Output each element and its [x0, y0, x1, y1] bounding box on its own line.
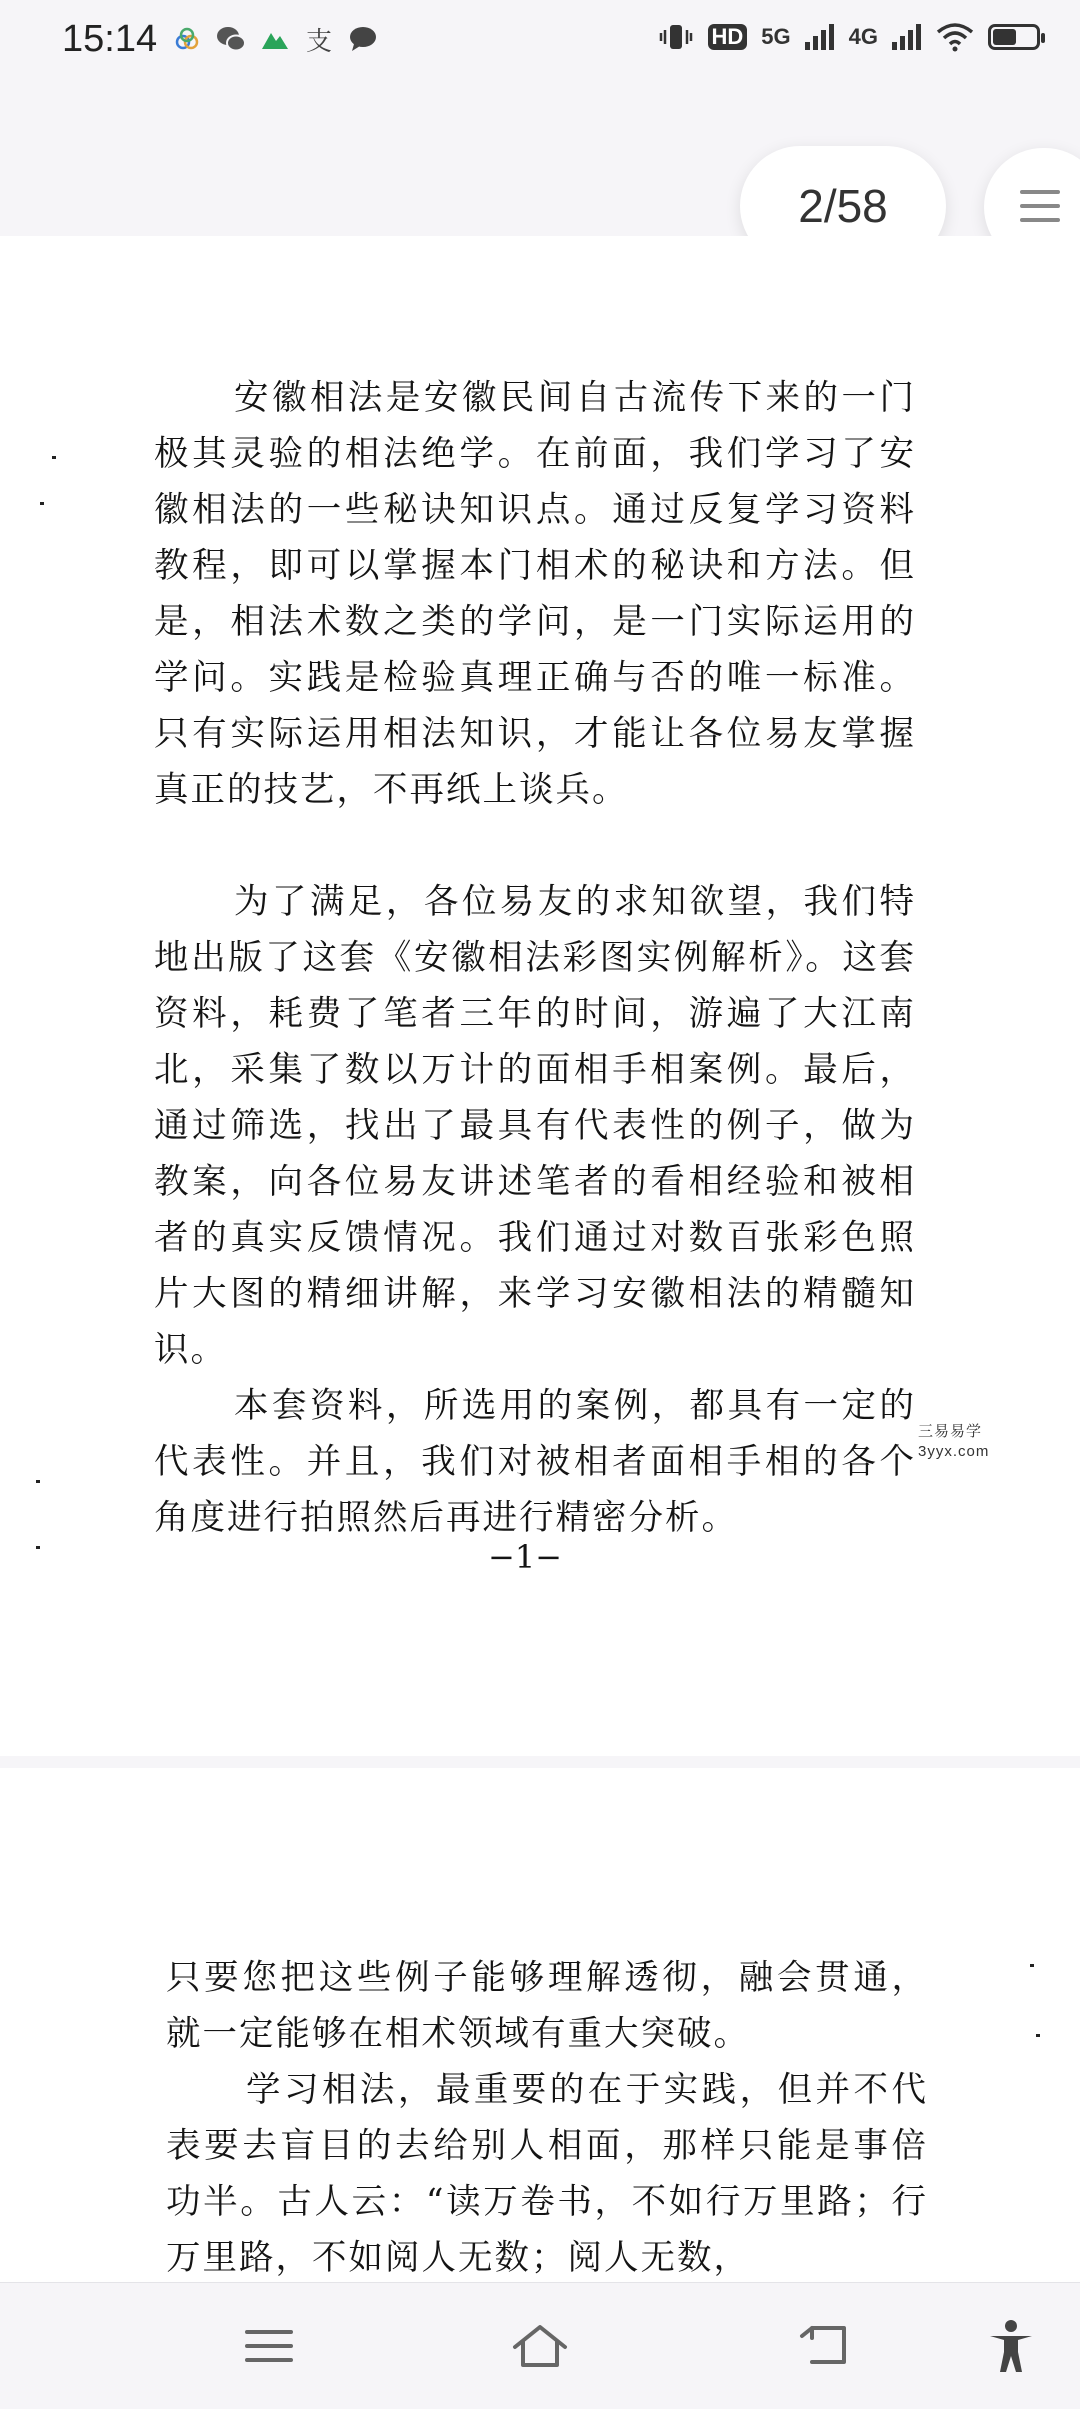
mountain-icon: [260, 24, 290, 54]
watermark: [918, 1422, 989, 1462]
home-button[interactable]: [505, 2311, 575, 2381]
alipay-icon: 支: [305, 26, 332, 57]
scan-speck: [36, 1480, 40, 1483]
menu-icon: [245, 2326, 293, 2366]
signal-5g-icon: [805, 24, 835, 50]
signal-4g-icon: [892, 24, 922, 50]
wechat-icon: [216, 24, 246, 54]
back-button[interactable]: [790, 2311, 860, 2381]
menu-icon: [1020, 190, 1060, 194]
app-icon: [172, 24, 202, 54]
paragraph: 学习相法，最重要的在于实践，但并不代表要去盲目的去给别人相面，那样只能是事倍功半。古人云：“读万卷书，不如行万里路；行万里路，不如阅人无数；阅人无数，: [166, 2070, 928, 2278]
paragraph: 本套资料，所选用的案例，都具有一定的代表性。并且，我们对被相者面相手相的各个角度进行拍照然后再进行精密分析。: [154, 1386, 916, 1538]
scan-speck: [36, 1546, 40, 1549]
paragraph: 为了满足，各位易友的求知欲望，我们特地出版了这套《安徽相法彩图实例解析》。这套资料，耗费了笔者三年的时间，游遍了大江南北，采集了数以万计的面相手相案例。最后，通过筛选，找出了最具有代表性的例子，做为教案，向各位易友讲述笔者的看相经验和被相者的真实反馈情况。我们通过对数百张彩色照片大图的精细讲解，来学习安徽相法的精髓知识。: [154, 882, 916, 1370]
menu-button[interactable]: [234, 2311, 304, 2381]
navigation-bar: [0, 2282, 1080, 2409]
scan-speck: [1030, 1964, 1034, 1967]
network-4g: 4G: [848, 24, 878, 49]
watermark-line: 3yyx.com: [918, 1443, 990, 1460]
page-number: −1−: [488, 1538, 562, 1576]
wifi-icon: [936, 22, 974, 52]
status-time: 15:14: [62, 18, 158, 60]
notification-icons: [172, 24, 378, 57]
document-page: [0, 236, 1080, 1756]
accessibility-icon: [986, 2318, 1036, 2374]
battery-fill: [993, 29, 1016, 45]
status-bar: [0, 0, 1080, 84]
battery-icon: [988, 24, 1040, 50]
scan-speck: [40, 502, 44, 505]
accessibility-button[interactable]: [976, 2311, 1046, 2381]
system-icons: [658, 22, 1041, 52]
scan-speck: [52, 456, 56, 459]
vibrate-icon: [658, 22, 694, 52]
document-page: [0, 1768, 1080, 2286]
network-5g: 5G: [761, 24, 791, 49]
scan-speck: [1036, 2034, 1040, 2037]
chat-bubble-icon: [348, 24, 378, 54]
hd-label: HD: [708, 24, 748, 50]
back-icon: [798, 2324, 852, 2368]
paragraph: 只要您把这些例子能够理解透彻，融会贯通，就一定能够在相术领域有重大突破。: [166, 1958, 928, 2054]
menu-icon-line: [1020, 218, 1060, 222]
watermark-line: 三易易学: [918, 1423, 983, 1440]
page-indicator[interactable]: 2/58: [740, 146, 946, 266]
menu-icon-line: [1020, 204, 1060, 208]
paragraph: 安徽相法是安徽民间自古流传下来的一门极其灵验的相法绝学。在前面，我们学习了安徽相法的一些秘诀知识点。通过反复学习资料教程，即可以掌握本门相术的秘诀和方法。但是，相法术数之类的学问，是一门实际运用的学问。实践是检验真理正确与否的唯一标准。只有实际运用相法知识，才能让各位易友掌握真正的技艺，不再纸上谈兵。: [154, 378, 916, 810]
home-icon: [511, 2323, 569, 2369]
